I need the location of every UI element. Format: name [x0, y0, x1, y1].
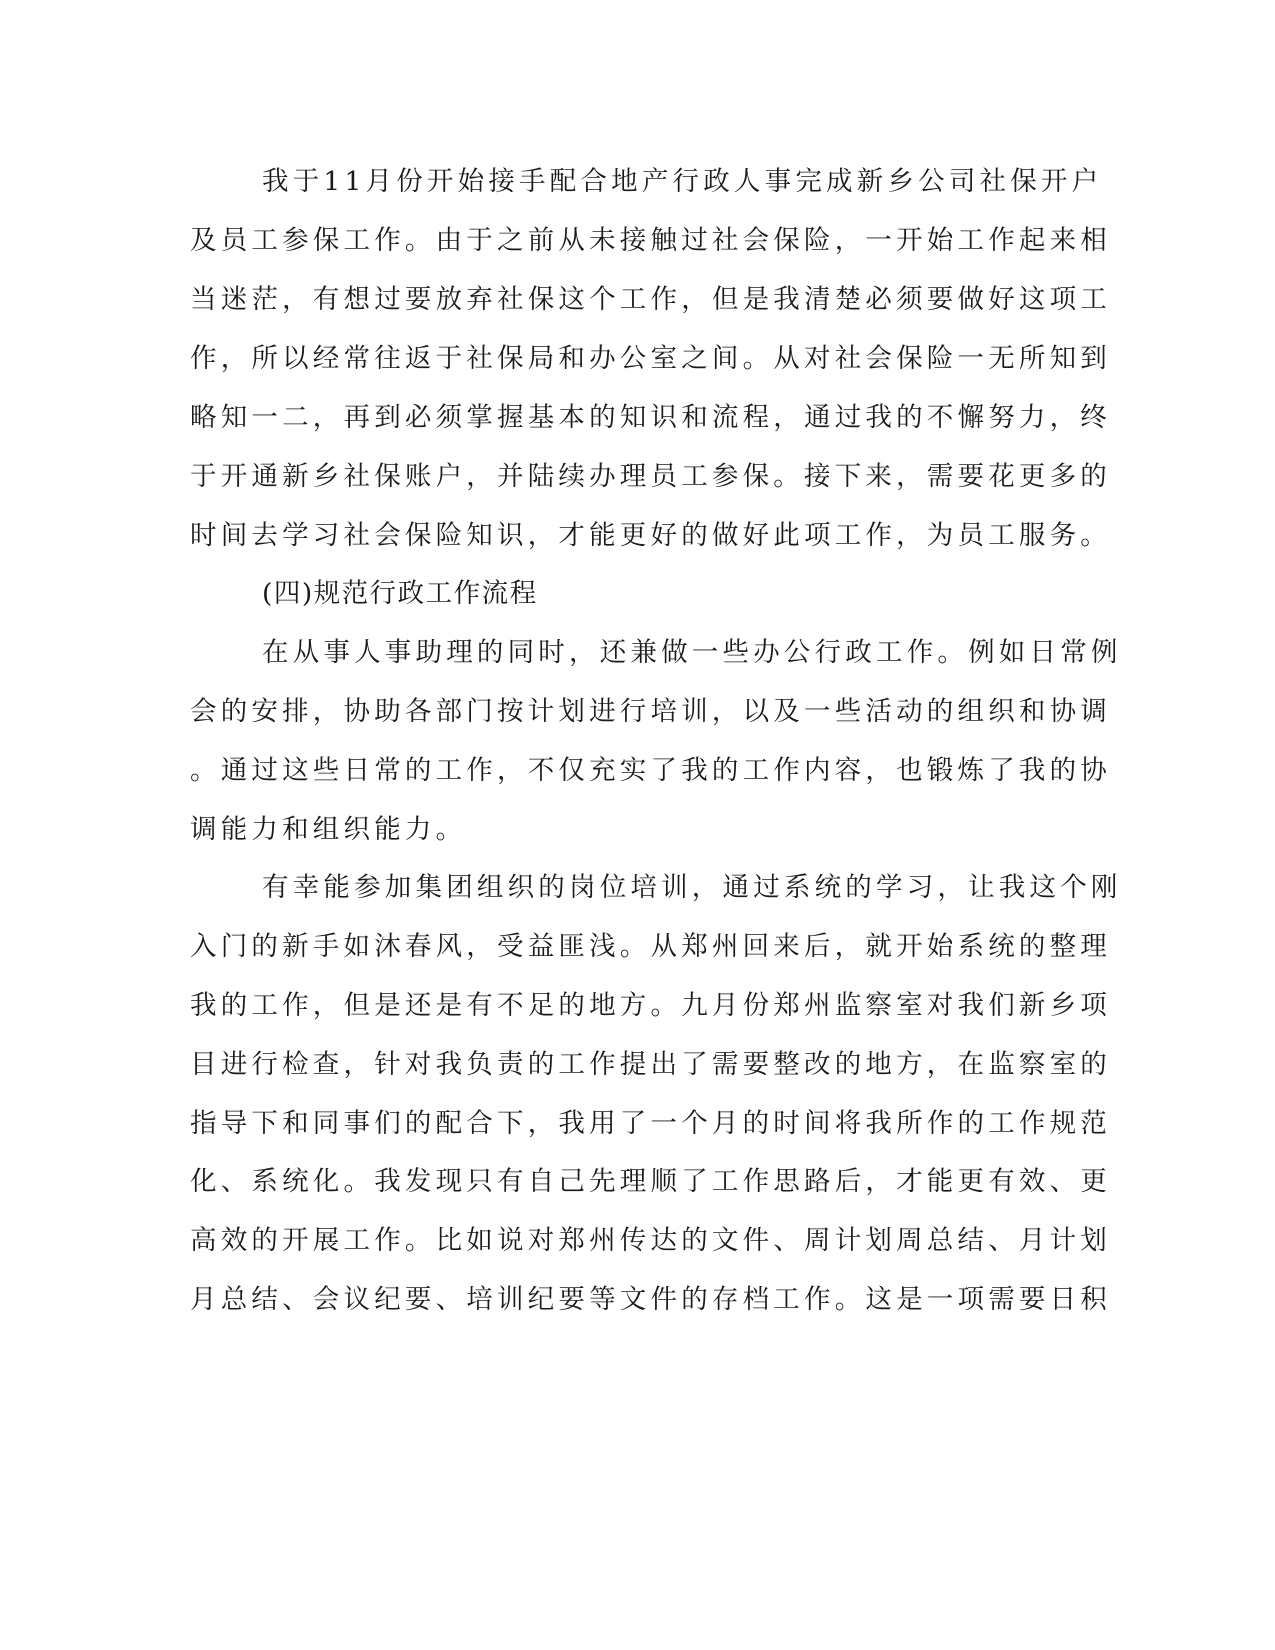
section-heading: (四)规范行政工作流程 [262, 578, 538, 609]
paragraph-3-line-6: 化、系统化。我发现只有自己先理顺了工作思路后，才能更有效、更 [190, 1166, 1111, 1197]
paragraph-1-line-1: 我于11月份开始接手配合地产行政人事完成新乡公司社保开户 [262, 166, 1103, 197]
paragraph-1-line-4: 作，所以经常往返于社保局和办公室之间。从对社会保险一无所知到 [190, 343, 1111, 374]
paragraph-2-line-4: 调能力和组织能力。 [190, 814, 467, 845]
paragraph-1-line-5: 略知一二，再到必须掌握基本的知识和流程，通过我的不懈努力，终 [190, 402, 1111, 433]
paragraph-2-line-3: 。通过这些日常的工作，不仅充实了我的工作内容，也锻炼了我的协 [190, 755, 1111, 786]
paragraph-1-line-2: 及员工参保工作。由于之前从未接触过社会保险，一开始工作起来相 [190, 225, 1111, 256]
paragraph-3-line-7: 高效的开展工作。比如说对郑州传达的文件、周计划周总结、月计划 [190, 1225, 1111, 1256]
paragraph-1-line-7: 时间去学习社会保险知识，才能更好的做好此项工作，为员工服务。 [190, 520, 1111, 551]
paragraph-2-line-2: 会的安排，协助各部门按计划进行培训，以及一些活动的组织和协调 [190, 696, 1111, 727]
paragraph-3-line-3: 我的工作，但是还是有不足的地方。九月份郑州监察室对我们新乡项 [190, 990, 1111, 1021]
paragraph-3-line-4: 目进行检查，针对我负责的工作提出了需要整改的地方，在监察室的 [190, 1049, 1111, 1080]
paragraph-3-line-5: 指导下和同事们的配合下，我用了一个月的时间将我所作的工作规范 [190, 1108, 1111, 1139]
paragraph-3-line-2: 入门的新手如沐春风，受益匪浅。从郑州回来后，就开始系统的整理 [190, 931, 1111, 962]
paragraph-1-line-6: 于开通新乡社保账户，并陆续办理员工参保。接下来，需要花更多的 [190, 461, 1111, 492]
paragraph-3-line-1: 有幸能参加集团组织的岗位培训，通过系统的学习，让我这个刚 [262, 872, 1122, 903]
paragraph-3-line-8: 月总结、会议纪要、培训纪要等文件的存档工作。这是一项需要日积 [190, 1284, 1111, 1315]
paragraph-2-line-1: 在从事人事助理的同时，还兼做一些办公行政工作。例如日常例 [262, 637, 1122, 668]
paragraph-1-line-3: 当迷茫，有想过要放弃社保这个工作，但是我清楚必须要做好这项工 [190, 284, 1111, 315]
